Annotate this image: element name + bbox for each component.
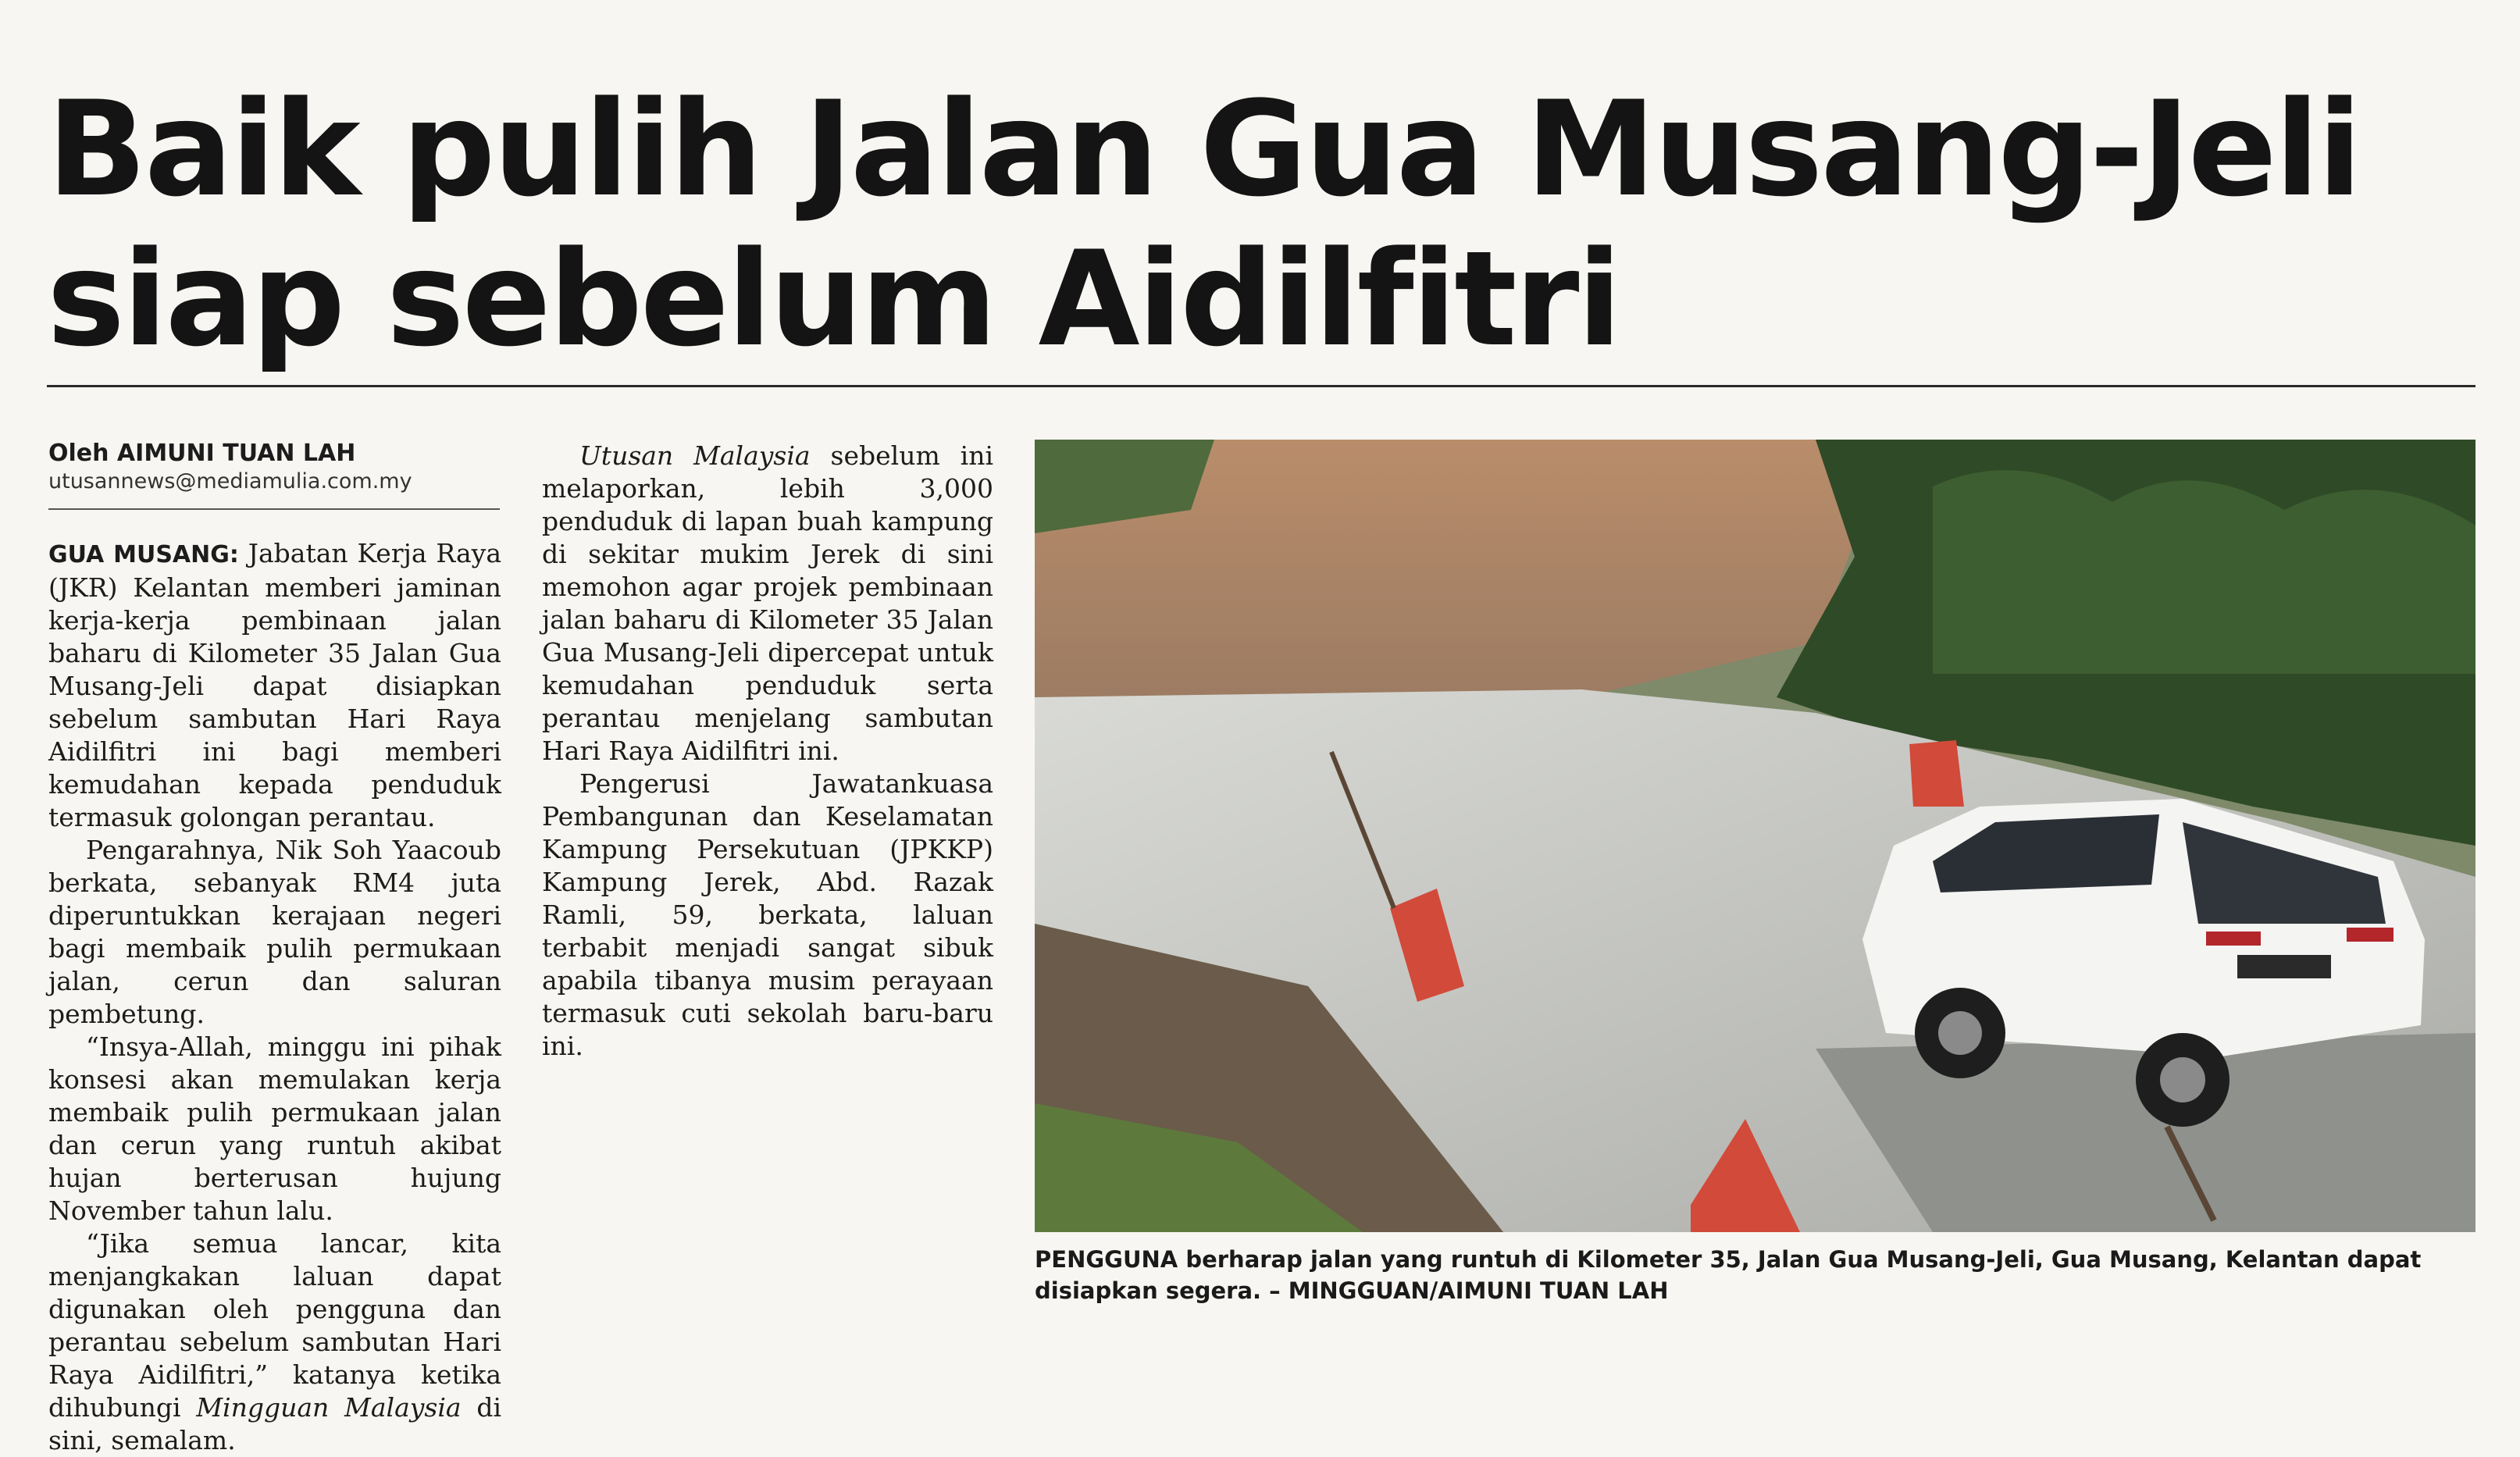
tree-canopy [1933,470,2475,674]
caption-text: berharap jalan yang runtuh di Kilometer 35, Jalan Gua Musang-Jeli, Gua Musang, Kelantan dapat disiapkan segera. – [1035,1246,2422,1304]
paragraph-5-text: sebelum ini melaporkan, lebih 3,000 penduduk di lapan buah kampung di sekitar mukim Jerek di sini memohon agar projek pembinaan jalan baharu di Kilometer 35 Jalan Gua Musang-Jeli dipercepat untuk kemudahan penduduk serta perantau menjelang sambutan Hari Raya Aidilfitri ini. [542,440,994,766]
headline-line-2: siap sebelum Aidilfitri [47,223,1620,376]
caption-lead: PENGGUNA [1035,1246,1178,1273]
headline [47,74,2468,374]
paragraph-4-text: “Jika semua lancar, kita menjangkakan laluan dapat digunakan oleh pengguna dan perantau sebelum sambutan Hari Raya Aidilfitri,” katanya ketika dihubungi [48,1228,501,1423]
article-paragraph-1 [48,537,501,834]
byline-email: utusannews@mediamulia.com.my [48,469,412,493]
article-paragraph-6: Pengerusi Jawatankuasa Pembangunan dan Keselamatan Kampung Persekutuan (JPKKP) Kampung Jerek, Abd. Razak Ramli, 59, berkata, laluan terbabit menjadi sangat sibuk apabila tibanya musim perayaan termasuk cuti sekolah baru-baru ini. [542,768,993,1061]
article-paragraph-2: Pengarahnya, Nik Soh Yaacoub berkata, sebanyak RM4 juta diperuntukkan kerajaan negeri bagi membaik pulih permukaan jalan, cerun dan saluran pembetung. [48,835,501,1029]
article-column-1 [48,537,501,1457]
paragraph-4-italic: Mingguan Malaysia [196,1392,462,1423]
paragraph-5-italic: Utusan Malaysia [579,440,811,471]
dateline: GUA MUSANG: [48,541,239,568]
paragraph-1-text: Jabatan Kerja Raya (JKR) Kelantan memberi jaminan kerja-kerja pembinaan jalan baharu di Kilometer 35 Jalan Gua Musang-Jeli dapat disiapkan sebelum sambutan Hari Raya Aidilfitri ini bagi memberi kemudahan kepada penduduk termasuk golongan perantau. [48,538,501,832]
byline [48,440,501,496]
byline-author: Oleh AIMUNI TUAN LAH [48,440,356,467]
caption-credit: MINGGUAN/AIMUNI TUAN LAH [1288,1277,1669,1304]
news-photo [1035,440,2475,1232]
paragraph-4-end: di sini, semalam. [48,1392,501,1455]
headline-line-1: Baik pulih Jalan Gua Musang-Jeli [47,73,2360,226]
byline-divider [48,508,500,510]
photo-illustration [1035,440,2475,1232]
red-barrier-3 [1909,740,1964,807]
article-paragraph-3: “Insya-Allah, minggu ini pihak konsesi akan memulakan kerja membaik pulih permukaan jalan dan cerun yang runtuh akibat hujan berterusan hujung November tahun lalu. [48,1031,501,1226]
photo-caption [1035,1244,2475,1306]
article-paragraph-5 [542,440,993,768]
article-column-2 [542,440,993,1063]
article-paragraph-4 [48,1227,501,1457]
headline-divider [47,385,2475,387]
